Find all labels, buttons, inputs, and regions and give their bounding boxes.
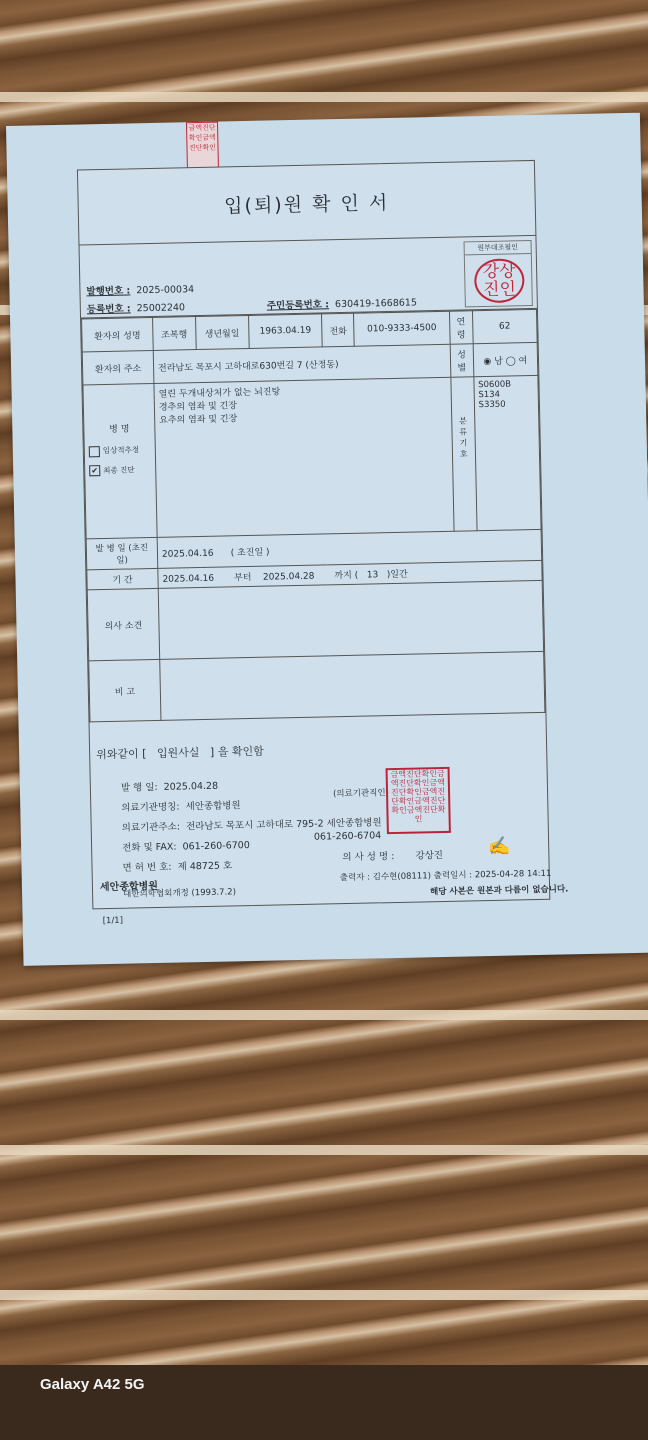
- phone: 010-9333-4500: [354, 311, 450, 346]
- inst-addr-label: 의료기관주소:: [121, 821, 181, 834]
- inst-seal-label: (의료기관직인): [332, 788, 390, 800]
- code-item: S3350: [478, 399, 506, 411]
- code-item: S134: [478, 389, 501, 401]
- disease-label-cell: [83, 383, 157, 538]
- final-checkbox-icon: ✔: [89, 465, 100, 476]
- address: 전라남도 목포시 고하대로630번길 7 (산정동): [153, 344, 450, 383]
- patient-name: 조복행: [153, 317, 196, 351]
- period-days-suffix: )일간: [386, 569, 408, 581]
- remarks-content: [160, 651, 545, 720]
- period-until: 까지 (: [334, 570, 359, 582]
- fax: 061-260-6704: [313, 830, 382, 843]
- tel-label: 전화 및 FAX:: [122, 841, 177, 854]
- age: 62: [472, 309, 537, 343]
- age-label: 연령: [449, 311, 473, 344]
- onset-note: ( 초진일 ): [230, 547, 270, 558]
- issue-no: 2025-00034: [136, 284, 195, 297]
- option-final: 최종 진단: [103, 464, 135, 475]
- doctor-name: 강상진: [415, 850, 444, 862]
- onset-label: 발 병 일 (초진일): [86, 537, 158, 569]
- issued-date: 2025.04.28: [163, 780, 219, 793]
- period-end: 2025.04.28: [262, 571, 315, 583]
- disease-line: 요추의 염좌 및 긴장: [159, 414, 238, 426]
- onset-date: 2025.04.16: [161, 548, 214, 560]
- page-number: [1/1]: [102, 915, 124, 927]
- disease-names: [154, 377, 454, 537]
- device-watermark: Galaxy A42 5G: [40, 1376, 145, 1393]
- patient-name-label: 환자의 성명: [82, 317, 154, 351]
- red-seal-tab: 금액진단확인금액진단확인: [186, 122, 219, 181]
- red-seal: 강상 진인: [474, 258, 525, 303]
- seal-caption: 원부대조필인: [465, 241, 531, 255]
- license-no: 제 48725 호: [177, 860, 233, 873]
- patient-table: [81, 309, 545, 722]
- disease-line: 열린 두개내상처가 없는 뇌진탕: [158, 387, 281, 400]
- printer-info: 출력자 : 김수현(08111) 출력일시 : 2025-04-28 14:11: [339, 868, 552, 884]
- rrn: 630419-1668615: [334, 297, 418, 311]
- code-item: S0600B: [478, 379, 512, 391]
- confirm-suffix: ] 을 확인함: [209, 744, 264, 759]
- classcode-label: 분류기호: [451, 377, 477, 531]
- inst-name-label: 의료기관명칭:: [121, 801, 180, 814]
- confirm-prefix: 위와같이 [: [96, 747, 147, 762]
- disease-label: 병 명: [109, 424, 130, 435]
- copy-note: 해당 사본은 원본과 다름이 없습니다.: [430, 884, 569, 898]
- address-label: 환자의 주소: [82, 350, 154, 384]
- form-frame: [77, 160, 550, 909]
- phone-label: 전화: [322, 313, 355, 347]
- reg-no: 25002240: [136, 302, 186, 315]
- clinical-checkbox-icon: [89, 446, 100, 457]
- doctor-label: 의 사 성 명 :: [342, 851, 395, 864]
- confirm-value: 입원사실: [156, 746, 200, 760]
- dob-label: 생년월일: [195, 315, 249, 349]
- license-label: 면 허 번 호:: [122, 861, 172, 874]
- option-clinical: 임상적추정: [102, 445, 140, 456]
- period-label: 기 간: [87, 568, 158, 589]
- rrn-label: 주민등록번호 :: [266, 299, 330, 312]
- issue-no-label: 발행번호 :: [86, 285, 131, 298]
- institution-stamp: 금액진단확인금액진단확인금액진단확인금액진단확인금액진단확인금액진단확인: [386, 767, 451, 834]
- reg-no-label: 등록번호 :: [86, 303, 131, 316]
- doctor-signature: ✍: [487, 835, 511, 858]
- tel: 061-260-6700: [182, 840, 250, 853]
- document-title: 입(퇴)원 확 인 서: [78, 161, 535, 246]
- meta-section: [80, 236, 537, 319]
- verification-seal-box: [464, 240, 533, 307]
- period-start: 2025.04.16: [162, 573, 215, 585]
- sex-options: ◉ 남 ◯ 여: [473, 342, 538, 376]
- period-from: 부터: [233, 572, 252, 584]
- hospital-footer: 세안종합병원: [99, 880, 159, 894]
- inst-name: 세안종합병원: [185, 800, 241, 813]
- remarks-label: 비 고: [89, 659, 161, 721]
- codes: [474, 375, 542, 530]
- period-days: 13: [366, 570, 379, 581]
- dob: 1963.04.19: [248, 314, 322, 349]
- confirmation-document: [6, 113, 648, 966]
- disease-line: 경추의 염좌 및 긴장: [158, 401, 238, 413]
- opinion-content: [158, 580, 543, 659]
- issued-label: 발 행 일:: [120, 781, 158, 794]
- opinion-label: 의사 소견: [87, 588, 159, 660]
- inst-addr: 전라남도 목포시 고하대로 795-2 세안종합병원: [185, 817, 382, 833]
- rule-note: 대한의학협회개정 (1993.7.2): [123, 887, 237, 900]
- sex-label: 성별: [450, 344, 474, 377]
